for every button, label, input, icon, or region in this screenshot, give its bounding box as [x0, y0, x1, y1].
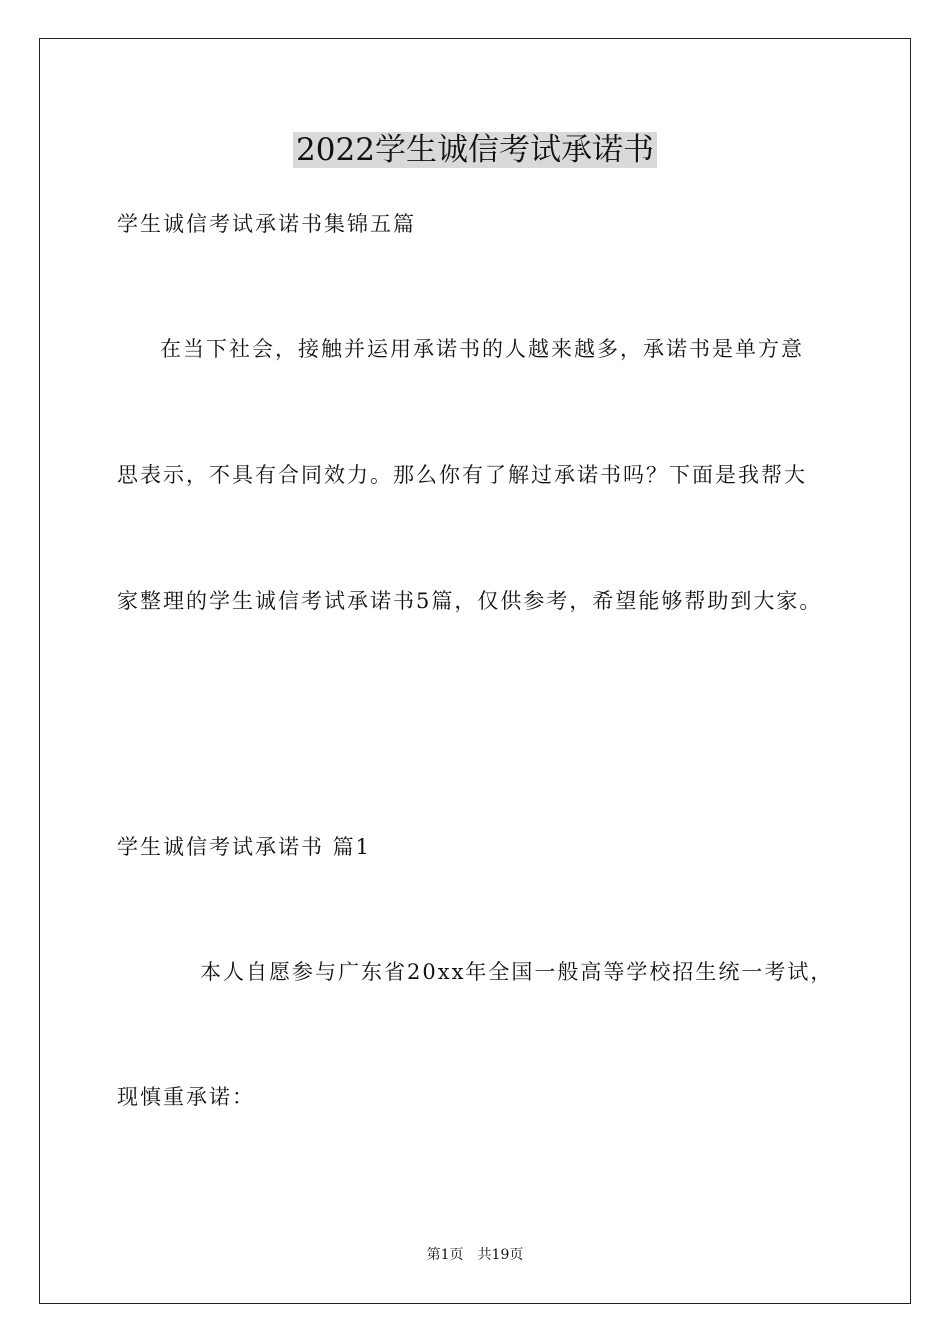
intro-paragraph-line-3: 家整理的学生诚信考试承诺书5篇，仅供参考，希望能够帮助到大家。 [117, 589, 823, 613]
page-number: 第1页 [426, 1247, 464, 1263]
section-paragraph-line-1: 本人自愿参与广东省20xx年全国一般高等学校招生统一考试， [200, 960, 834, 984]
page-total: 共19页 [477, 1247, 524, 1263]
document-subtitle: 学生诚信考试承诺书集锦五篇 [117, 212, 416, 236]
section-paragraph-line-2: 现慎重承诺： [117, 1085, 255, 1109]
page-footer [0, 1245, 950, 1265]
section-heading: 学生诚信考试承诺书 篇1 [117, 835, 372, 859]
title-highlight: 2022学生诚信考试承诺书 [293, 132, 657, 168]
document-title [0, 128, 950, 172]
intro-paragraph-line-1: 在当下社会，接触并运用承诺书的人越来越多，承诺书是单方意 [160, 337, 804, 361]
intro-paragraph-line-2: 思表示，不具有合同效力。那么你有了解过承诺书吗？下面是我帮大 [117, 463, 807, 487]
